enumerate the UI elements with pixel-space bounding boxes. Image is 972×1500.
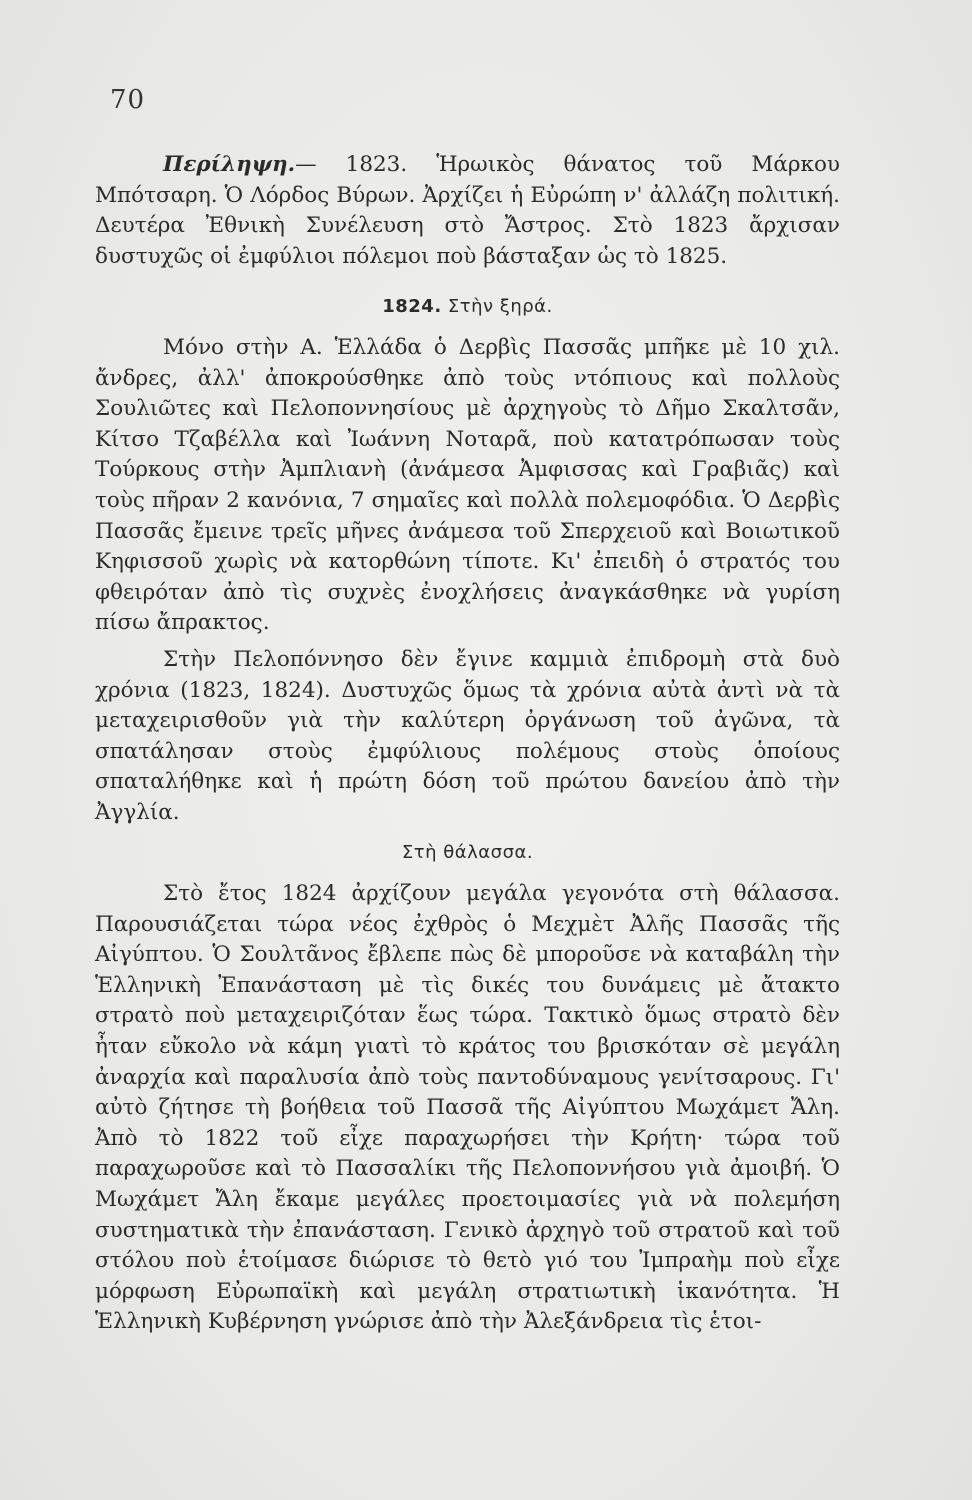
section-heading-sea: Στὴ θάλασσα.: [401, 842, 534, 864]
summary-lead: Περίληψη.: [163, 152, 296, 177]
section-title-land: Στὴν ξηρά.: [447, 296, 553, 318]
summary-paragraph: [95, 150, 840, 272]
section-year: 1824.: [382, 296, 442, 318]
section-heading-1824: [95, 292, 840, 323]
paragraph-sea-events: Στὸ ἔτος 1824 ἀρχίζουν μεγάλα γεγονότα στὴ θάλασσα. Παρουσιάζεται τώρα νέος ἐχθρὸς ὁ Μεχμὲτ Ἀλῆς Πασσᾶς τῆς Αἰγύπτου. Ὁ Σουλτᾶνος ἔβλεπε πὼς δὲ μποροῦσε νὰ καταβάλη τὴν Ἑλληνικὴ Ἐπανάσταση μὲ τὶς δικές του δυνάμεις μὲ ἄτακτο στρατὸ ποὺ μεταχειριζόταν ἕως τώρα. Τακτικὸ ὅμως στρατὸ δὲν ἦταν εὔκολο νὰ κάμη γιατὶ τὸ κράτος του βρισκόταν σὲ μεγάλη ἀναρχία καὶ παραλυσία ἀπὸ τοὺς παντοδύναμους γενίτσαρους. Γι' αὐτὸ ζήτησε τὴ βοήθεια τοῦ Πασσᾶ τῆς Αἰγύπτου Μωχάμετ Ἄλη. Ἀπὸ τὸ 1822 τοῦ εἶχε παραχωρήσει τὴν Κρήτη· τώρα τοῦ παραχωροῦσε καὶ τὸ Πασσαλίκι τῆς Πελοποννήσου γιὰ ἀμοιβή. Ὁ Μωχάμετ Ἄλη ἔκαμε μεγάλες προετοιμασίες γιὰ νὰ πολεμήση συστηματικὰ τὴν ἐπανάσταση. Γενικὸ ἀρχηγὸ τοῦ στρατοῦ καὶ τοῦ στόλου ποὺ ἑτοίμασε διώρισε τὸ θετὸ γιό του Ἰμπραὴμ ποὺ εἶχε μόρφωση Εὐρωπαϊκὴ καὶ μεγάλη στρατιωτικὴ ἱκανότητα. Ἡ Ἑλληνικὴ Κυβέρνηση γνώρισε ἀπὸ τὴν Ἀλεξάνδρεια τὶς ἑτοι-: [95, 881, 840, 1335]
page-text-body: [95, 150, 840, 1338]
page-number: 70: [110, 85, 146, 115]
paragraph-derbis-campaign: Μόνο στὴν Α. Ἑλλάδα ὁ Δερβὶς Πασσᾶς μπῆκε μὲ 10 χιλ. ἄνδρες, ἀλλ' ἀποκρούσθηκε ἀπὸ τοὺς ντόπιους καὶ πολλοὺς Σουλιῶτες καὶ Πελοποννησίους μὲ ἀρχηγοὺς τὸ Δῆμο Σκαλτσᾶν, Κίτσο Τζαβέλλα καὶ Ἰωάννη Νοταρᾶ, ποὺ κατατρόπωσαν τοὺς Τούρκους στὴν Ἀμπλιανὴ (ἀνάμεσα Ἀμφισσας καὶ Γραβιᾶς) καὶ τοὺς πῆραν 2 κανόνια, 7 σημαῖες καὶ πολλὰ πολεμοφόδια. Ὁ Δερβὶς Πασσᾶς ἔμεινε τρεῖς μῆνες ἀνάμεσα τοῦ Σπερχειοῦ καὶ Βοιωτικοῦ Κηφισσοῦ χωρὶς νὰ κατορθώνη τίποτε. Κι' ἐπειδὴ ὁ στρατός του φθειρόταν ἀπὸ τὶς συχνὲς ἐνοχλήσεις ἀναγκάσθηκε νὰ γυρίση πίσω ἄπρακτος.: [95, 334, 840, 636]
summary-text: — 1823. Ἡρωικὸς θάνατος τοῦ Μάρκου Μπότσαρη. Ὁ Λόρδος Βύρων. Ἀρχίζει ἡ Εὐρώπη ν' ἀλλάζη πολιτική. Δευτέρα Ἐθνικὴ Συνέλευση στὸ Ἄστρος. Στὸ 1823 ἄρχισαν δυστυχῶς οἱ ἐμφύλιοι πόλεμοι ποὺ βάσταξαν ὡς τὸ 1825.: [95, 152, 840, 269]
paragraph-peloponnese: Στὴν Πελοπόννησο δὲν ἔγινε καμμιὰ ἐπιδρομὴ στὰ δυὸ χρόνια (1823, 1824). Δυστυχῶς ὅμως τὰ χρόνια αὐτὰ ἀντὶ νὰ τὰ μεταχειρισθοῦν γιὰ τὴν καλύτερη ὀργάνωση τοῦ ἀγῶνα, τὰ σπατάλησαν στοὺς ἐμφύλιους πολέμους στοὺς ὁποίους σπαταλήθηκε καὶ ἡ πρώτη δόση τοῦ πρώτου δανείου ἀπὸ τὴν Ἀγγλία.: [95, 646, 840, 825]
